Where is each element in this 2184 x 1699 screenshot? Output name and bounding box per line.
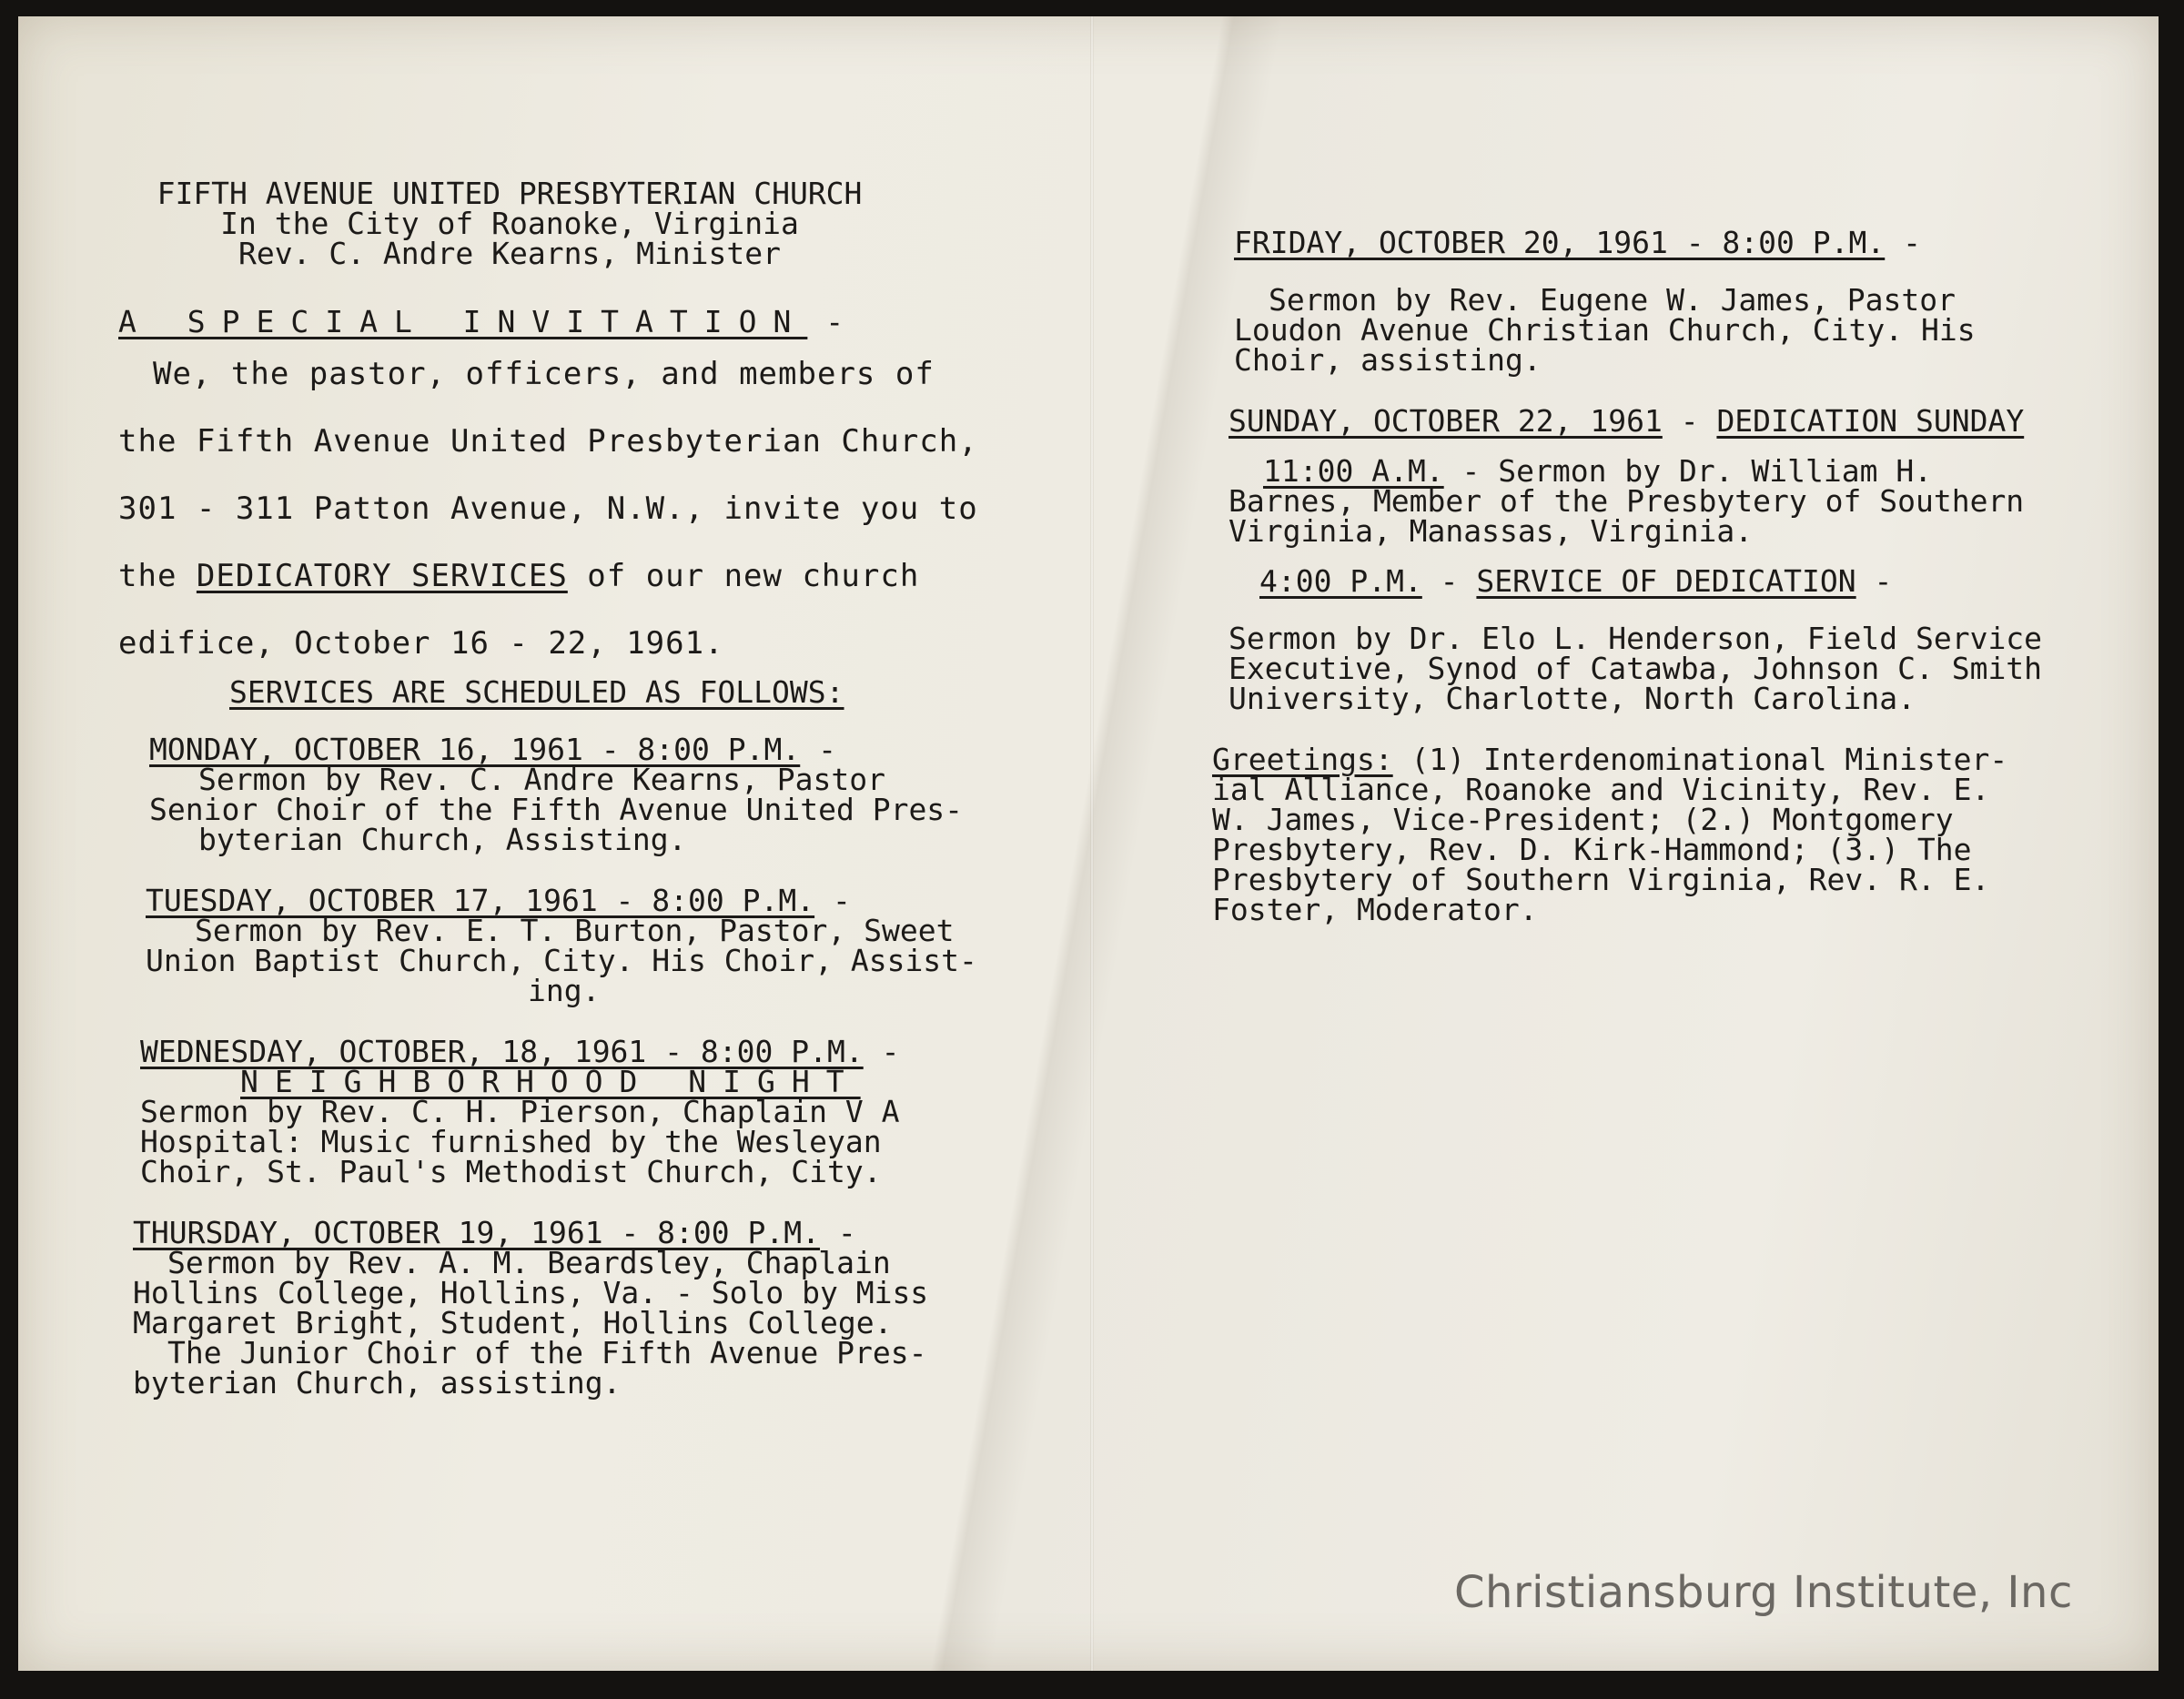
wednesday-heading-text: WEDNESDAY, OCTOBER, 18, 1961 - 8:00 P.M. (140, 1034, 864, 1069)
monday-line-1: Sermon by Rev. C. Andre Kearns, Pastor (198, 762, 885, 797)
wednesday-line-3: Choir, St. Paul's Methodist Church, City. (140, 1154, 882, 1189)
sunday-morning-line-2: Barnes, Member of the Presbytery of Southern (1228, 483, 2025, 519)
neighborhood-night: NEIGHBORHOOD NIGHT (240, 1064, 861, 1099)
afternoon-line-3: University, Charlotte, North Carolina. (1228, 681, 1916, 716)
thursday-line-2: Hollins College, Hollins, Va. - Solo by Miss (133, 1275, 929, 1310)
friday-heading (1234, 225, 2102, 260)
monday-line-2: Senior Choir of the Fifth Avenue United Pres- (149, 792, 964, 827)
thursday-line-1: Sermon by Rev. A. M. Beardsley, Chaplain (167, 1245, 891, 1280)
invitation-body (118, 356, 1028, 662)
friday-line-3: Choir, assisting. (1234, 342, 1542, 378)
invitation-line-1: We, the pastor, officers, and members of (153, 356, 935, 392)
wednesday-heading (140, 1034, 1028, 1069)
invitation-title (118, 304, 1028, 339)
wednesday-line-2: Hospital: Music furnished by the Wesleyan (140, 1124, 882, 1159)
thursday-heading (133, 1215, 1028, 1250)
invitation-title-text: A SPECIAL INVITATION (118, 304, 808, 339)
invitation-line-4-post: of our new church (567, 558, 920, 594)
greetings-line-2: ial Alliance, Roanoke and Vicinity, Rev. E. (1212, 772, 1990, 807)
sunday-morning-line-3: Virginia, Manassas, Virginia. (1228, 513, 1754, 549)
friday-heading-tail: - (1885, 225, 1921, 260)
tuesday-heading-text: TUESDAY, OCTOBER 17, 1961 - 8:00 P.M. (146, 883, 815, 918)
invitation-line-3: 301 - 311 Patton Avenue, N.W., invite you to (118, 490, 978, 527)
right-column (1192, 225, 2102, 956)
monday-heading-text: MONDAY, OCTOBER 16, 1961 - 8:00 P.M. (149, 732, 801, 767)
thursday-heading-tail: - (819, 1215, 856, 1250)
schedule-heading: SERVICES ARE SCHEDULED AS FOLLOWS: (229, 674, 844, 710)
afternoon-sep: - (1421, 563, 1477, 599)
tuesday-line-1: Sermon by Rev. E. T. Burton, Pastor, Sweet (195, 913, 955, 948)
tuesday-block (118, 885, 1028, 1006)
greetings-block (1192, 744, 2102, 925)
greetings-line-3: W. James, Vice-President; (2.) Montgomery (1212, 802, 1954, 837)
tuesday-heading (146, 883, 1028, 918)
wednesday-block (118, 1034, 1028, 1189)
monday-heading (149, 732, 1028, 767)
invitation-line-4-pre: the (118, 558, 197, 594)
greetings-label: Greetings: (1212, 742, 1393, 777)
sunday-morning-line-1 (1228, 453, 2102, 489)
afternoon-line-1: Sermon by Dr. Elo L. Henderson, Field Service (1228, 621, 2043, 656)
sunday-heading-sep: - (1662, 403, 1717, 439)
friday-block (1192, 225, 2102, 378)
greetings-first: (1) Interdenominational Minister- (1392, 742, 2008, 777)
sunday-block (1192, 403, 2102, 716)
watermark: Christiansburg Institute, Inc (1454, 1567, 2073, 1618)
sunday-heading-text: SUNDAY, OCTOBER 22, 1961 (1228, 403, 1663, 439)
invitation-line-5: edifice, October 16 - 22, 1961. (118, 625, 724, 662)
afternoon-tail: - (1855, 563, 1893, 599)
invitation-title-dash: - (807, 304, 844, 339)
minister-line: Rev. C. Andre Kearns, Minister (238, 236, 782, 271)
thursday-block (118, 1215, 1028, 1401)
page-fold (1090, 16, 1094, 1671)
wednesday-line-1: Sermon by Rev. C. H. Pierson, Chaplain V A (140, 1094, 900, 1129)
thursday-line-3: Margaret Bright, Student, Hollins College. (133, 1305, 893, 1340)
thursday-line-5: byterian Church, assisting. (133, 1365, 622, 1401)
thursday-line-4: The Junior Choir of the Fifth Avenue Pres- (167, 1335, 927, 1370)
sunday-heading (1228, 403, 2102, 439)
dedication-sunday: DEDICATION SUNDAY (1716, 403, 2025, 439)
tuesday-heading-tail: - (814, 883, 851, 918)
invitation-line-4 (118, 558, 1028, 594)
document-page (18, 16, 2159, 1671)
monday-line-3: byterian Church, Assisting. (198, 822, 687, 857)
greetings-line-5: Presbytery of Southern Virginia, Rev. R. E. (1212, 862, 1990, 897)
monday-heading-tail: - (800, 732, 836, 767)
greetings-line-1 (1212, 742, 2102, 777)
afternoon-time: 4:00 P.M. (1259, 563, 1422, 599)
morning-line-1-text: - Sermon by Dr. William H. (1443, 453, 1933, 489)
afternoon-heading (1228, 563, 2102, 599)
service-of-dedication: SERVICE OF DEDICATION (1476, 563, 1856, 599)
tuesday-line-2: Union Baptist Church, City. His Choir, Assist- (146, 943, 977, 978)
letterhead (118, 176, 901, 271)
greetings-line-4: Presbytery, Rev. D. Kirk-Hammond; (3.) The (1212, 832, 1972, 867)
church-name: FIFTH AVENUE UNITED PRESBYTERIAN CHURCH (157, 176, 863, 211)
left-column (118, 178, 1028, 1429)
dedicatory-services: DEDICATORY SERVICES (196, 558, 568, 594)
thursday-heading-text: THURSDAY, OCTOBER 19, 1961 - 8:00 P.M. (133, 1215, 820, 1250)
tuesday-line-3: ing. (528, 973, 601, 1008)
friday-line-2: Loudon Avenue Christian Church, City. His (1234, 312, 1976, 348)
greetings-line-6: Foster, Moderator. (1212, 892, 1538, 927)
wednesday-heading-tail: - (863, 1034, 900, 1069)
invitation-line-2: the Fifth Avenue United Presbyterian Church, (118, 423, 978, 460)
friday-line-1: Sermon by Rev. Eugene W. James, Pastor (1269, 282, 1956, 318)
friday-heading-text: FRIDAY, OCTOBER 20, 1961 - 8:00 P.M. (1234, 225, 1886, 260)
church-location: In the City of Roanoke, Virginia (220, 206, 799, 241)
morning-time: 11:00 A.M. (1263, 453, 1444, 489)
afternoon-line-2: Executive, Synod of Catawba, Johnson C. Smith (1228, 651, 2043, 686)
monday-block (118, 734, 1028, 855)
